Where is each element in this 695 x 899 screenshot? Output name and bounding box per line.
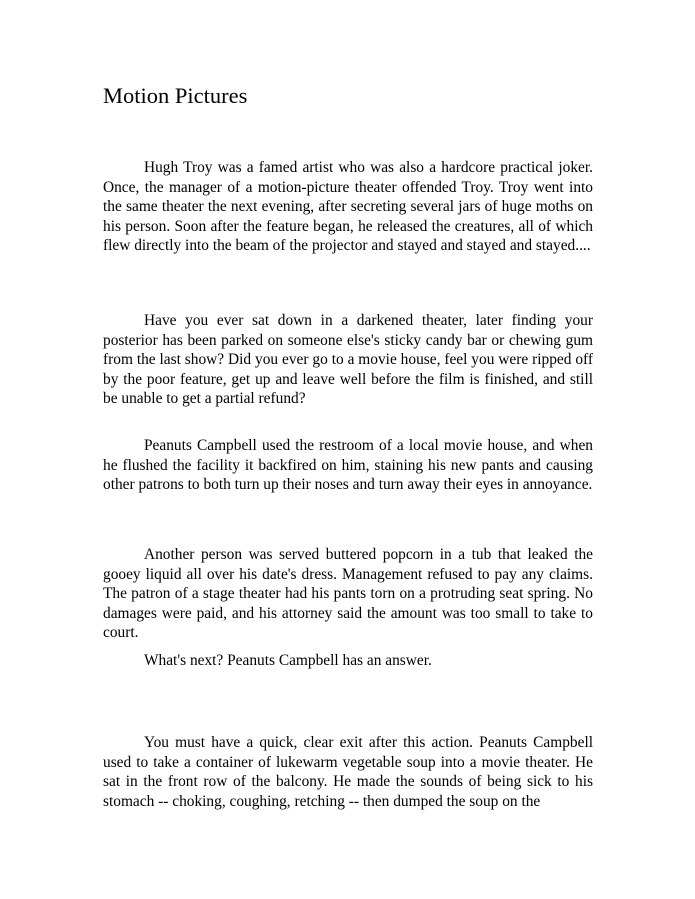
paragraph-hugh-troy: Hugh Troy was a famed artist who was also a hardcore practical joker. Once, the manager of a motion-picture theater offended Troy. Troy went into the same theater the next evening, after secreting several jars of huge moths on his person. Soon after the feature began, he released the creatures, all of which flew directly into the beam of the projector and stayed and stayed and stayed....	[103, 159, 593, 255]
paragraph-popcorn: Another person was served buttered popcorn in a tub that leaked the gooey liquid all over his date's dress. Management refused to pay any claims. The patron of a stage theater had his pants torn on a protruding seat spring. No damages were paid, and his attorney said the amount was too small to take to court.	[103, 546, 593, 642]
paragraph-restroom: Peanuts Campbell used the restroom of a local movie house, and when he flushed the facility it backfired on him, staining his new pants and causing other patrons to both turn up their noses and turn away their eyes in annoyance.	[103, 437, 593, 494]
paragraph-darkened-theater: Have you ever sat down in a darkened theater, later finding your posterior has been parked on someone else's sticky candy bar or chewing gum from the last show? Did you ever go to a movie house, feel you were ripped off by the poor feature, get up and leave well before the film is finished, and still be unable to get a partial refund?	[103, 312, 593, 408]
paragraph-vegetable-soup: You must have a quick, clear exit after this action. Peanuts Campbell used to take a container of lukewarm vegetable soup into a movie theater. He sat in the front row of the balcony. He made the sounds of being sick to his stomach -- choking, coughing, retching -- then dumped the soup on the	[103, 734, 593, 810]
paragraph-whats-next: What's next? Peanuts Campbell has an answer.	[144, 652, 432, 669]
page-title: Motion Pictures	[103, 83, 248, 108]
